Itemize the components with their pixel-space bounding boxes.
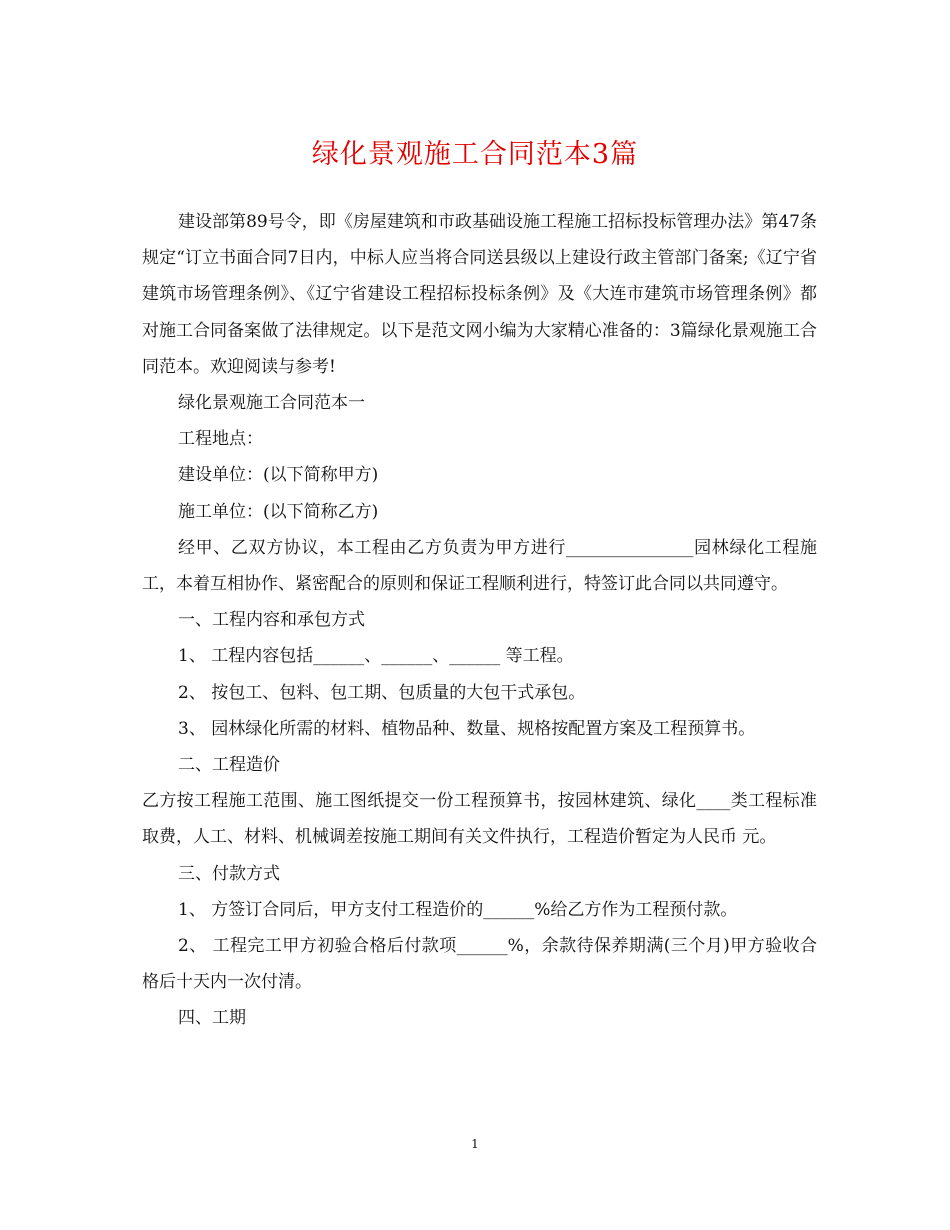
project-location-line: 工程地点： <box>178 429 263 450</box>
scope-item-1: 1、 工程内容包括______、______、______ 等工程。 <box>178 646 574 667</box>
payment-item-1: 1、 方签订合同后，甲方支付工程造价的______%给乙方作为工程预付款。 <box>178 899 738 920</box>
agreement-paragraph: 经甲、乙双方协议，本工程由乙方负责为甲方进行_______________园林绿化工程施工，本着互相协作、紧密配合的原则和保证工程顺利进行，特签订此合同以共同遵守。 <box>142 537 817 595</box>
document-title: 绿化景观施工合同范本3篇 <box>311 139 639 170</box>
intro-paragraph: 建设部第89号令，即《房屋建筑和市政基础设施工程施工招标投标管理办法》第47条规定“订立书面合同7日内，中标人应当将合同送县级以上建设行政主管部门备案;《辽宁省建筑市场管理条例》、《辽宁省建设工程招标投标条例》及《大连市建筑市场管理条例》都对施工合同备案做了法律规定。以下是范文网小编为大家精心准备的：3篇绿化景观施工合同范本。欢迎阅读与参考! <box>142 212 817 377</box>
section-heading-cost: 二、工程造价 <box>178 755 280 776</box>
party-a-line: 建设单位：(以下简称甲方) <box>178 465 379 486</box>
cost-paragraph: 乙方按工程施工范围、施工图纸提交一份工程预算书，按园林建筑、绿化____类工程标准取费，人工、材料、机械调差按施工期间有关文件执行，工程造价暂定为人民币 元。 <box>142 791 817 848</box>
section-heading-scope: 一、工程内容和承包方式 <box>178 610 365 631</box>
document-body <box>142 204 817 1037</box>
section-heading-contract-1: 绿化景观施工合同范本一 <box>178 393 365 414</box>
section-heading-payment: 三、付款方式 <box>178 863 280 884</box>
scope-item-3: 3、 园林绿化所需的材料、植物品种、数量、规格按配置方案及工程预算书。 <box>178 718 756 739</box>
section-heading-schedule: 四、工期 <box>178 1008 246 1029</box>
scope-item-2: 2、 按包工、包料、包工期、包质量的大包干式承包。 <box>178 682 586 703</box>
page-number: 1 <box>471 1137 479 1151</box>
party-b-line: 施工单位：(以下简称乙方) <box>178 501 379 522</box>
payment-item-2: 2、 工程完工甲方初验合格后付款项______%，余款待保养期满(三个月)甲方验收合格后十天内一次付清。 <box>142 936 817 993</box>
